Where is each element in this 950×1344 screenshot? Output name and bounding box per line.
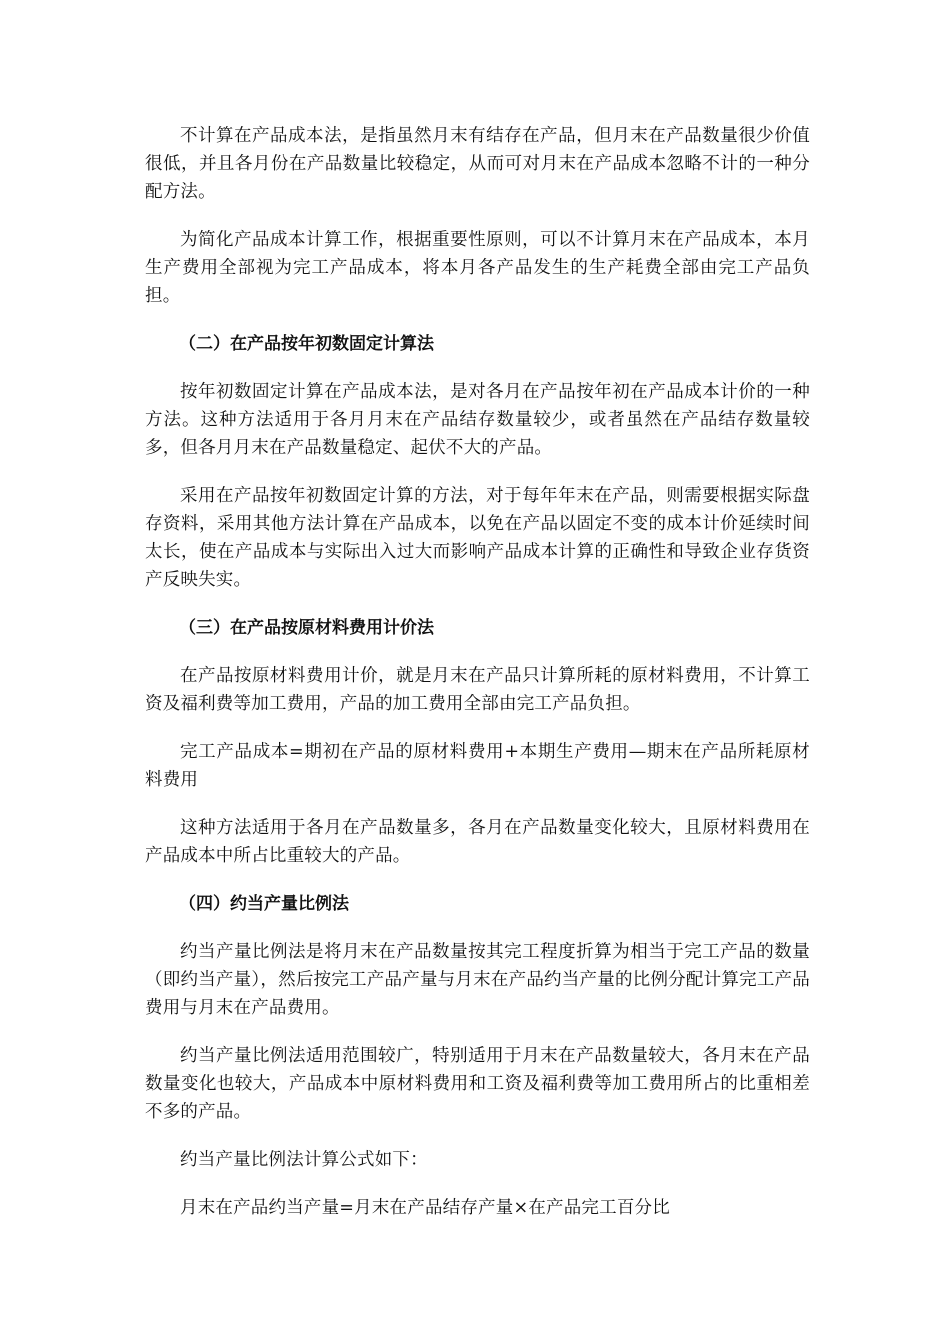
document-page xyxy=(145,122,810,1242)
paragraph-raw-material-method: 在产品按原材料费用计价，就是月末在产品只计算所耗的原材料费用，不计算工资及福利费等加工费用，产品的加工费用全部由完工产品负担。 xyxy=(145,666,810,714)
paragraph-applicability: 这种方法适用于各月在产品数量多，各月在产品数量变化较大，且原材料费用在产品成本中所占比重较大的产品。 xyxy=(145,818,810,866)
paragraph-formula-finished-cost: 完工产品成本=期初在产品的原材料费用+本期生产费用—期末在产品所耗原材料费用 xyxy=(145,742,810,790)
paragraph-formula-equivalent-units: 月末在产品约当产量=月末在产品结存产量×在产品完工百分比 xyxy=(180,1198,670,1218)
paragraph-fixed-initial-method: 按年初数固定计算在产品成本法，是对各月在产品按年初在产品成本计价的一种方法。这种方法适用于各月月末在产品结存数量较少，或者虽然在产品结存数量较多，但各月月末在产品数量稳定、起伏不大的产品。 xyxy=(145,382,810,458)
paragraph-equivalent-units: 约当产量比例法是将月末在产品数量按其完工程度折算为相当于完工产品的数量（即约当产量），然后按完工产品产量与月末在产品约当产量的比例分配计算完工产品费用与月末在产品费用。 xyxy=(145,942,810,1018)
section-heading-4: （四）约当产量比例法 xyxy=(179,894,349,914)
paragraph-not-calculating-wip: 不计算在产品成本法，是指虽然月末有结存在产品，但月末在产品数量很少价值很低，并且各月份在产品数量比较稳定，从而可对月末在产品成本忽略不计的一种分配方法。 xyxy=(145,126,810,202)
paragraph-year-end-inventory: 采用在产品按年初数固定计算的方法，对于每年年末在产品，则需要根据实际盘存资料，采用其他方法计算在产品成本，以免在产品以固定不变的成本计价延续时间太长，使在产品成本与实际出入过大而影响产品成本计算的正确性和导致企业存货资产反映失实。 xyxy=(145,486,810,590)
paragraph-formula-intro: 约当产量比例法计算公式如下： xyxy=(180,1150,428,1170)
section-heading-3: （三）在产品按原材料费用计价法 xyxy=(179,618,434,638)
section-heading-2: （二）在产品按年初数固定计算法 xyxy=(179,334,434,354)
paragraph-simplification: 为简化产品成本计算工作，根据重要性原则，可以不计算月末在产品成本，本月生产费用全部视为完工产品成本，将本月各产品发生的生产耗费全部由完工产品负担。 xyxy=(145,230,810,306)
paragraph-equivalent-units-scope: 约当产量比例法适用范围较广，特别适用于月末在产品数量较大，各月末在产品数量变化也较大，产品成本中原材料费用和工资及福利费等加工费用所占的比重相差不多的产品。 xyxy=(145,1046,810,1122)
